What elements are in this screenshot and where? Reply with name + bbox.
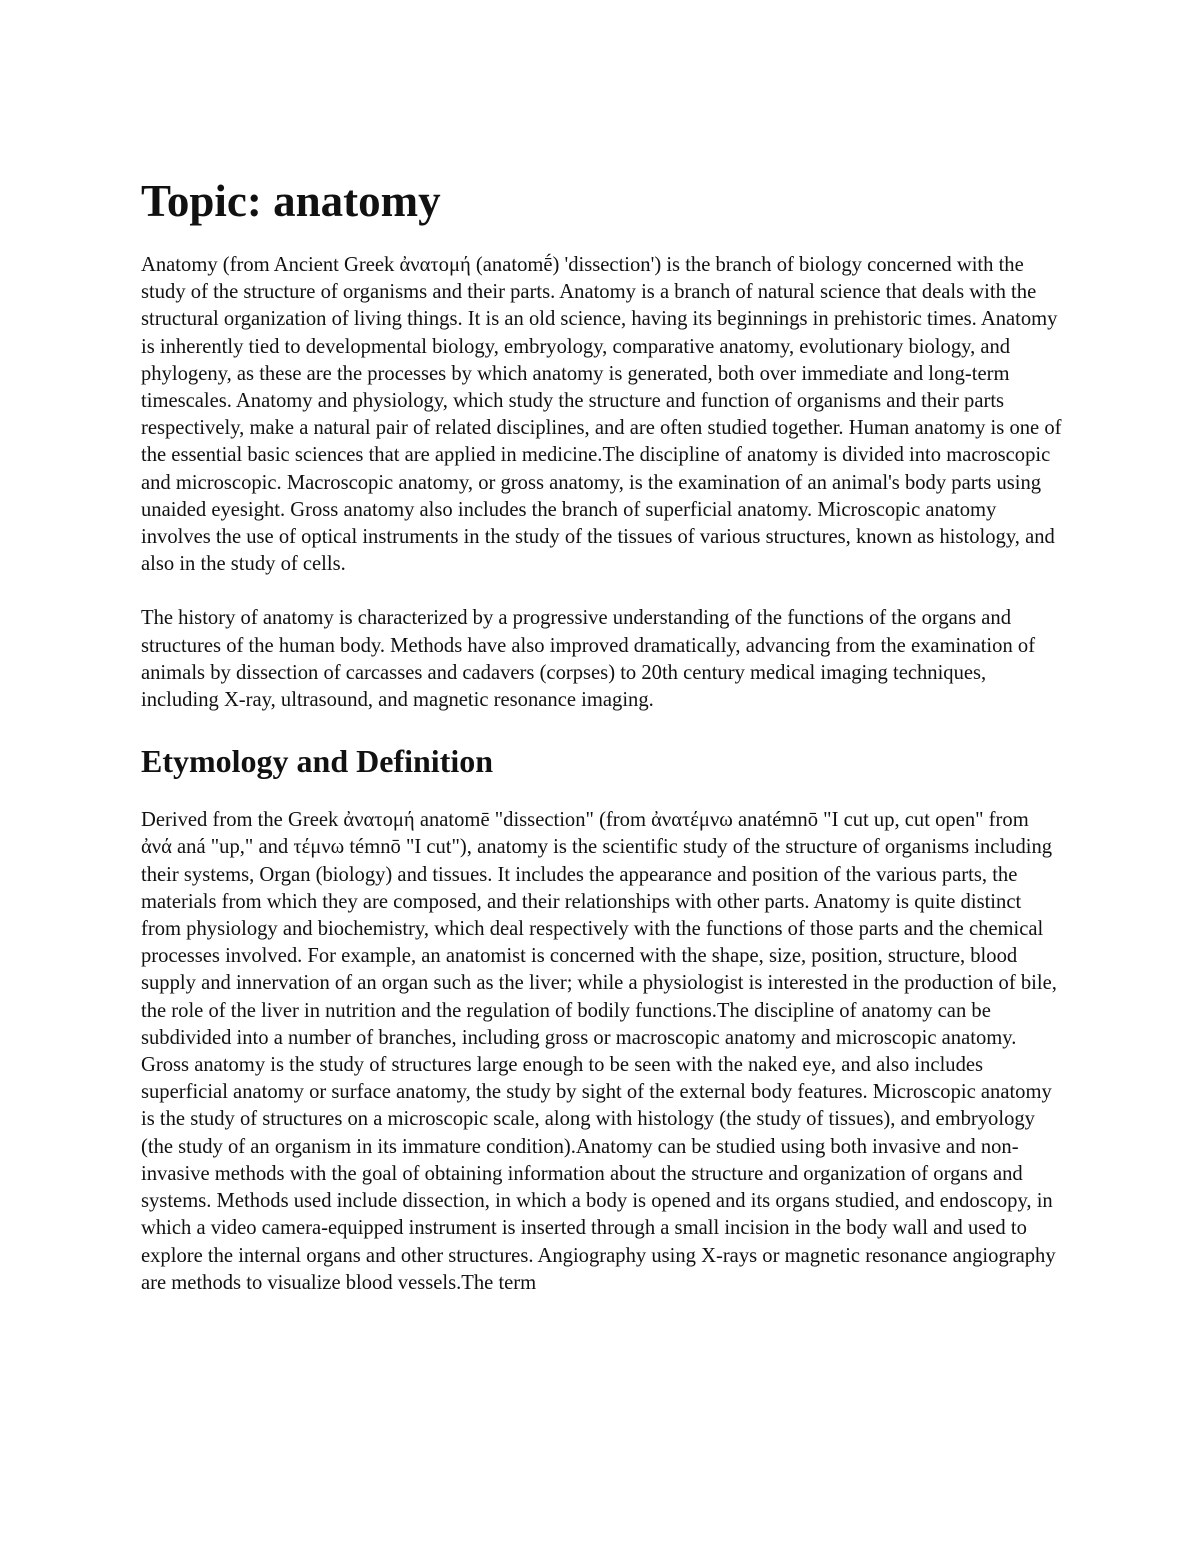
section-heading: Etymology and Definition bbox=[141, 743, 494, 780]
section-paragraph: Derived from the Greek ἀνατομή anatomē "dissection" (from ἀνατέμνω anatémnō "I cut up, cut open" from ἀνά aná "up," and τέμνω témnō "I cut"), anatomy is the scientific study of the structure of organisms including their systems, Organ (biology) and tissues. It includes the appearance and position of the various parts, the materials from which they are composed, and their relationships with other parts. Anatomy is quite distinct from physiology and biochemistry, which deal respectively with the functions of those parts and the chemical processes involved. For example, an anatomist is concerned with the shape, size, position, structure, blood supply and innervation of an organ such as the liver; while a physiologist is interested in the production of bile, the role of the liver in nutrition and the regulation of bodily functions.The discipline of anatomy can be subdivided into a number of branches, including gross or macroscopic anatomy and microscopic anatomy. Gross anatomy is the study of structures large enough to be seen with the naked eye, and also includes superficial anatomy or surface anatomy, the study by sight of the external body features. Microscopic anatomy is the study of structures on a microscopic scale, along with histology (the study of tissues), and embryology (the study of an organism in its immature condition).Anatomy can be studied using both invasive and non-invasive methods with the goal of obtaining information about the structure and organization of organs and systems. Methods used include dissection, in which a body is opened and its organs studied, and endoscopy, in which a video camera-equipped instrument is inserted through a small incision in the body wall and used to explore the internal organs and other structures. Angiography using X-rays or magnetic resonance angiography are methods to visualize blood vessels.The term bbox=[141, 809, 1057, 1294]
document-page bbox=[141, 174, 1063, 1324]
intro-paragraph-2: The history of anatomy is characterized by a progressive understanding of the functions of the organs and structures of the human body. Methods have also improved dramatically, advancing from the examination of animals by dissection of carcasses and cadavers (corpses) to 20th century medical imaging techniques, including X-ray, ultrasound, and magnetic resonance imaging. bbox=[141, 607, 1036, 712]
document-title: Topic: anatomy bbox=[141, 176, 441, 226]
intro-paragraph-1: Anatomy (from Ancient Greek ἀνατομή (anatomḗ) 'dissection') is the branch of biology concerned with the study of the structure of organisms and their parts. Anatomy is a branch of natural science that deals with the structural organization of living things. It is an old science, having its beginnings in prehistoric times. Anatomy is inherently tied to developmental biology, embryology, comparative anatomy, evolutionary biology, and phylogeny, as these are the processes by which anatomy is generated, both over immediate and long-term timescales. Anatomy and physiology, which study the structure and function of organisms and their parts respectively, make a natural pair of related disciplines, and are often studied together. Human anatomy is one of the essential basic sciences that are applied in medicine.The discipline of anatomy is divided into macroscopic and microscopic. Macroscopic anatomy, or gross anatomy, is the examination of an animal's body parts using unaided eyesight. Gross anatomy also includes the branch of superficial anatomy. Microscopic anatomy involves the use of optical instruments in the study of the tissues of various structures, known as histology, and also in the study of cells. bbox=[141, 254, 1062, 576]
